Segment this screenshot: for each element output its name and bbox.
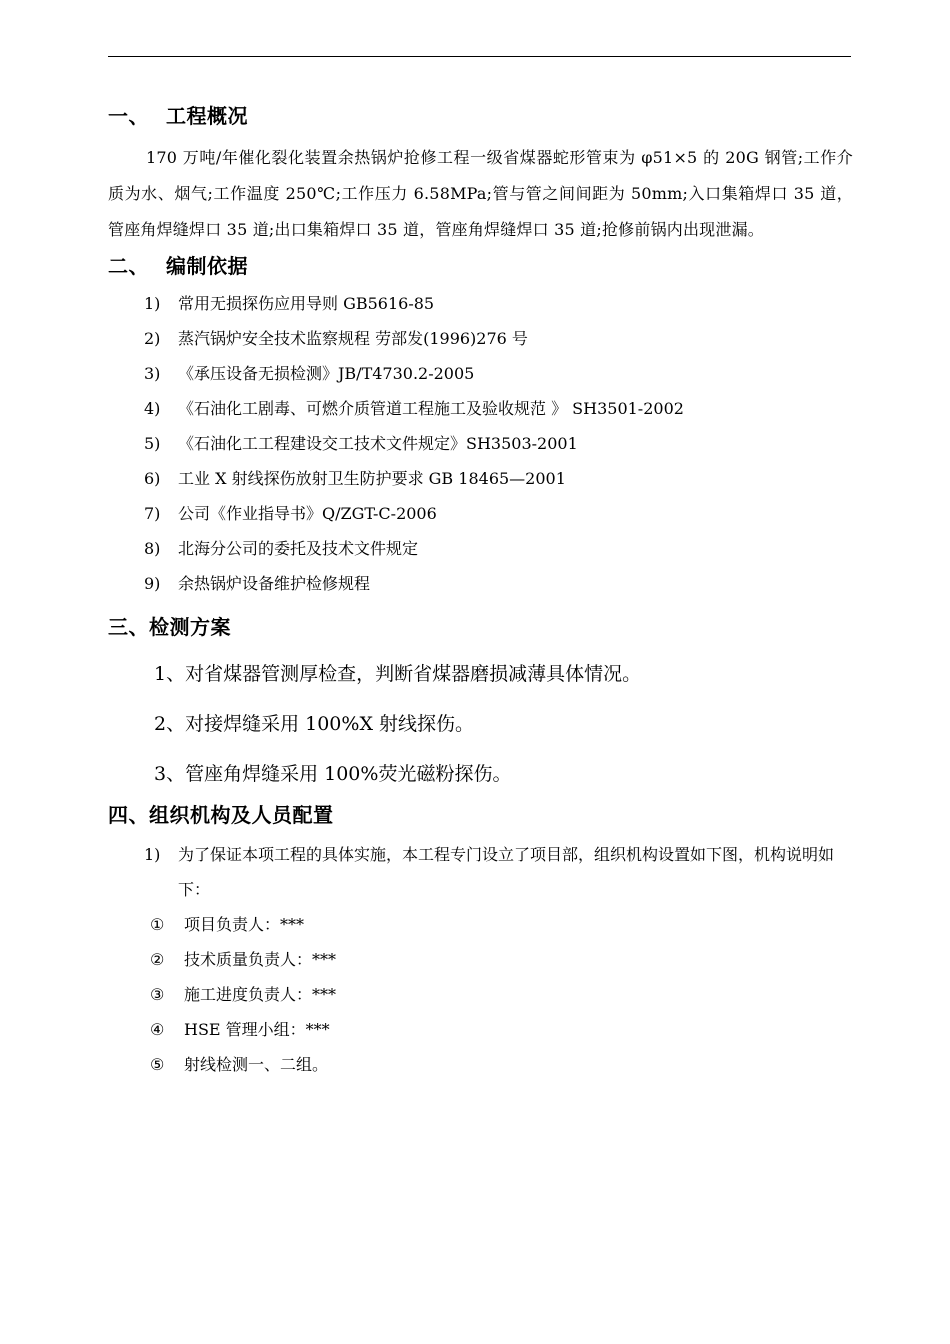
list-item: 7) 公司《作业指导书》Q/ZGT-C-2006 [144,504,437,523]
list-item: 4) 《石油化工剧毒、可燃介质管道工程施工及验收规范 》 SH3501-2002 [144,399,684,418]
list-item: ④ HSE 管理小组：*** [150,1020,330,1039]
list-item: 5) 《石油化工工程建设交工技术文件规定》SH3503-2001 [144,434,578,453]
list-item: ⑤ 射线检测一、二组。 [150,1055,329,1074]
section-number: 一、 [108,104,149,128]
section-number: 四、 [108,803,149,827]
section-number: 三、 [108,615,149,639]
overview-paragraph: 170 万吨/年催化裂化装置余热锅炉抢修工程一级省煤器蛇形管束为 φ51×5 的 20G 钢管;工作介质为水、烟气;工作温度 250℃;工作压力 6.58MPa;管与管之间间距为 50mm;入口集箱焊口 35 道，管座角焊缝焊口 35 道;出口集箱焊口 35 道，管座角焊缝焊口 35 道;抢修前锅内出现泄漏。 [108,148,853,239]
header-rule [108,56,851,57]
section-heading-organization [108,801,853,829]
list-item: 3、管座角焊缝采用 100%荧光磁粉探伤。 [154,763,512,785]
document-body [108,102,853,1082]
list-item: 1、对省煤器管测厚检查，判断省煤器磨损减薄具体情况。 [154,663,642,685]
list-item: 8) 北海分公司的委托及技术文件规定 [144,539,419,558]
list-item: ① 项目负责人：*** [150,915,305,934]
section-heading-plan [108,613,853,641]
list-item: 2、对接焊缝采用 100%X 射线探伤。 [154,713,475,735]
section-number: 二、 [108,254,149,278]
plan-list [108,649,853,799]
list-item: 6) 工业 X 射线探伤放射卫生防护要求 GB 18465—2001 [144,469,566,488]
list-item: ③ 施工进度负责人：*** [150,985,337,1004]
list-item: 1) 常用无损探伤应用导则 GB5616-85 [144,294,435,313]
list-item: 9) 余热锅炉设备维护检修规程 [144,574,371,593]
section-title: 编制依据 [166,254,248,278]
list-item: 2) 蒸汽锅炉安全技术监察规程 劳部发(1996)276 号 [144,329,528,348]
organization-intro: 1) 为了保证本项工程的具体实施，本工程专门设立了项目部，组织机构设置如下图，机构说明如下： [144,845,835,899]
personnel-list [108,907,853,1082]
section-heading-basis [108,252,853,280]
list-item: 3) 《承压设备无损检测》JB/T4730.2-2005 [144,364,475,383]
basis-list [108,286,853,601]
section-heading-overview [108,102,853,130]
section-title: 工程概况 [166,104,248,128]
section-title: 检测方案 [149,615,231,639]
section-title: 组织机构及人员配置 [149,803,334,827]
list-item: ② 技术质量负责人：*** [150,950,337,969]
